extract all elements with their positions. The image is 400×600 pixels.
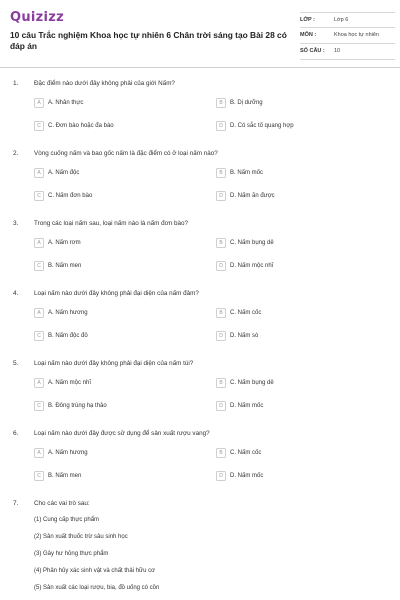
statement-item: (1) Cung cấp thực phẩm xyxy=(34,517,100,523)
option-letter-box: A xyxy=(34,378,44,388)
option-letter-box: C xyxy=(34,261,44,271)
option-text: C. Đơn bào hoặc đa bào xyxy=(48,123,114,129)
option-letter-box: A xyxy=(34,238,44,248)
meta-value: 10 xyxy=(334,48,341,54)
option-text: D. Nấm mộc nhĩ xyxy=(230,263,274,269)
question-number: 3. xyxy=(13,220,19,227)
meta-label: MÔN : xyxy=(300,32,317,38)
option-text: C. Nấm cốc xyxy=(230,450,262,456)
option-letter-box: B xyxy=(216,378,226,388)
option-text: B. Nấm mốc xyxy=(230,170,264,176)
meta-value: Khoa học tự nhiên xyxy=(334,32,379,38)
option-letter-box: C xyxy=(34,471,44,481)
quizizz-logo: Quizizz xyxy=(10,10,65,25)
question-text: Loại nấm nào dưới đây không phải đại diện của nấm đảm? xyxy=(34,290,199,297)
option-letter-box: B xyxy=(216,448,226,458)
option-letter-box: D xyxy=(216,121,226,131)
option-letter-box: A xyxy=(34,448,44,458)
question-number: 7. xyxy=(13,500,19,507)
option-text: B. Dị dưỡng xyxy=(230,100,263,106)
option-letter-box: A xyxy=(34,98,44,108)
option-text: B. Nấm độc đỏ xyxy=(48,333,88,339)
question-number: 5. xyxy=(13,360,19,367)
option-letter-box: D xyxy=(216,331,226,341)
option-text: B. Đông trùng hạ thảo xyxy=(48,403,107,409)
option-text: A. Nấm độc xyxy=(48,170,80,176)
option-letter-box: C xyxy=(34,121,44,131)
question-number: 4. xyxy=(13,290,19,297)
question-text: Đặc điểm nào dưới đây không phải của giới Nấm? xyxy=(34,80,175,87)
question-text: Vòng cuống nấm và bao gốc nấm là đặc điểm có ở loại nấm nào? xyxy=(34,150,218,157)
statement-item: (5) Sản xuất các loại rượu, bia, đồ uống có cồn xyxy=(34,585,160,591)
option-letter-box: D xyxy=(216,261,226,271)
option-text: C. Nấm đơn bào xyxy=(48,193,93,199)
option-text: B. Nấm men xyxy=(48,473,82,479)
option-letter-box: A xyxy=(34,308,44,318)
option-letter-box: B xyxy=(216,238,226,248)
option-letter-box: D xyxy=(216,471,226,481)
option-text: C. Nấm cốc xyxy=(230,310,262,316)
worksheet-title: 10 câu Trắc nghiệm Khoa học tự nhiên 6 Chân trời sáng tạo Bài 28 có đáp án xyxy=(10,30,287,51)
option-text: D. Nấm ăn được xyxy=(230,193,275,199)
question-text: Trong các loại nấm sau, loại nấm nào là nấm đơn bào? xyxy=(34,220,189,227)
statement-item: (4) Phân hủy xác sinh vật và chất thải hữu cơ xyxy=(34,568,156,574)
question-number: 1. xyxy=(13,80,19,87)
option-text: C. Nấm bụng dê xyxy=(230,240,274,246)
option-letter-box: A xyxy=(34,168,44,178)
meta-value: Lớp 6 xyxy=(334,17,349,23)
option-text: A. Nhân thực xyxy=(48,100,84,106)
option-letter-box: B xyxy=(216,308,226,318)
statement-item: (2) Sản xuất thuốc trừ sâu sinh học xyxy=(34,534,128,540)
question-text: Loại nấm nào dưới đây không phải đại diện của nấm túi? xyxy=(34,360,194,367)
question-number: 2. xyxy=(13,150,19,157)
question-number: 6. xyxy=(13,430,19,437)
option-text: D. Có sắc tố quang hợp xyxy=(230,123,294,129)
option-letter-box: C xyxy=(34,401,44,411)
option-letter-box: C xyxy=(34,191,44,201)
option-letter-box: B xyxy=(216,98,226,108)
meta-row-subject xyxy=(300,28,395,44)
option-letter-box: D xyxy=(216,191,226,201)
option-text: A. Nấm mộc nhĩ xyxy=(48,380,92,386)
option-text: D. Nấm sò xyxy=(230,333,259,339)
meta-row-count xyxy=(300,44,395,60)
option-letter-box: B xyxy=(216,168,226,178)
meta-row-grade xyxy=(300,12,395,28)
option-text: D. Nấm mốc xyxy=(230,473,264,479)
worksheet-header xyxy=(0,0,400,66)
option-text: D. Nấm mốc xyxy=(230,403,264,409)
option-text: A. Nấm hương xyxy=(48,310,88,316)
meta-table xyxy=(300,12,395,60)
meta-label: LỚP : xyxy=(300,17,315,23)
question-text: Cho các vai trò sau: xyxy=(34,500,90,507)
question-text: Loại nấm nào dưới đây được sử dụng để sản xuất rượu vang? xyxy=(34,430,210,437)
option-letter-box: C xyxy=(34,331,44,341)
option-text: B. Nấm men xyxy=(48,263,82,269)
header-divider xyxy=(0,67,400,68)
statement-item: (3) Gây hư hỏng thực phẩm xyxy=(34,551,109,557)
option-text: C. Nấm bụng dê xyxy=(230,380,274,386)
meta-label: SỐ CÂU : xyxy=(300,48,325,54)
option-text: A. Nấm hương xyxy=(48,450,88,456)
option-letter-box: D xyxy=(216,401,226,411)
option-text: A. Nấm rơm xyxy=(48,240,81,246)
